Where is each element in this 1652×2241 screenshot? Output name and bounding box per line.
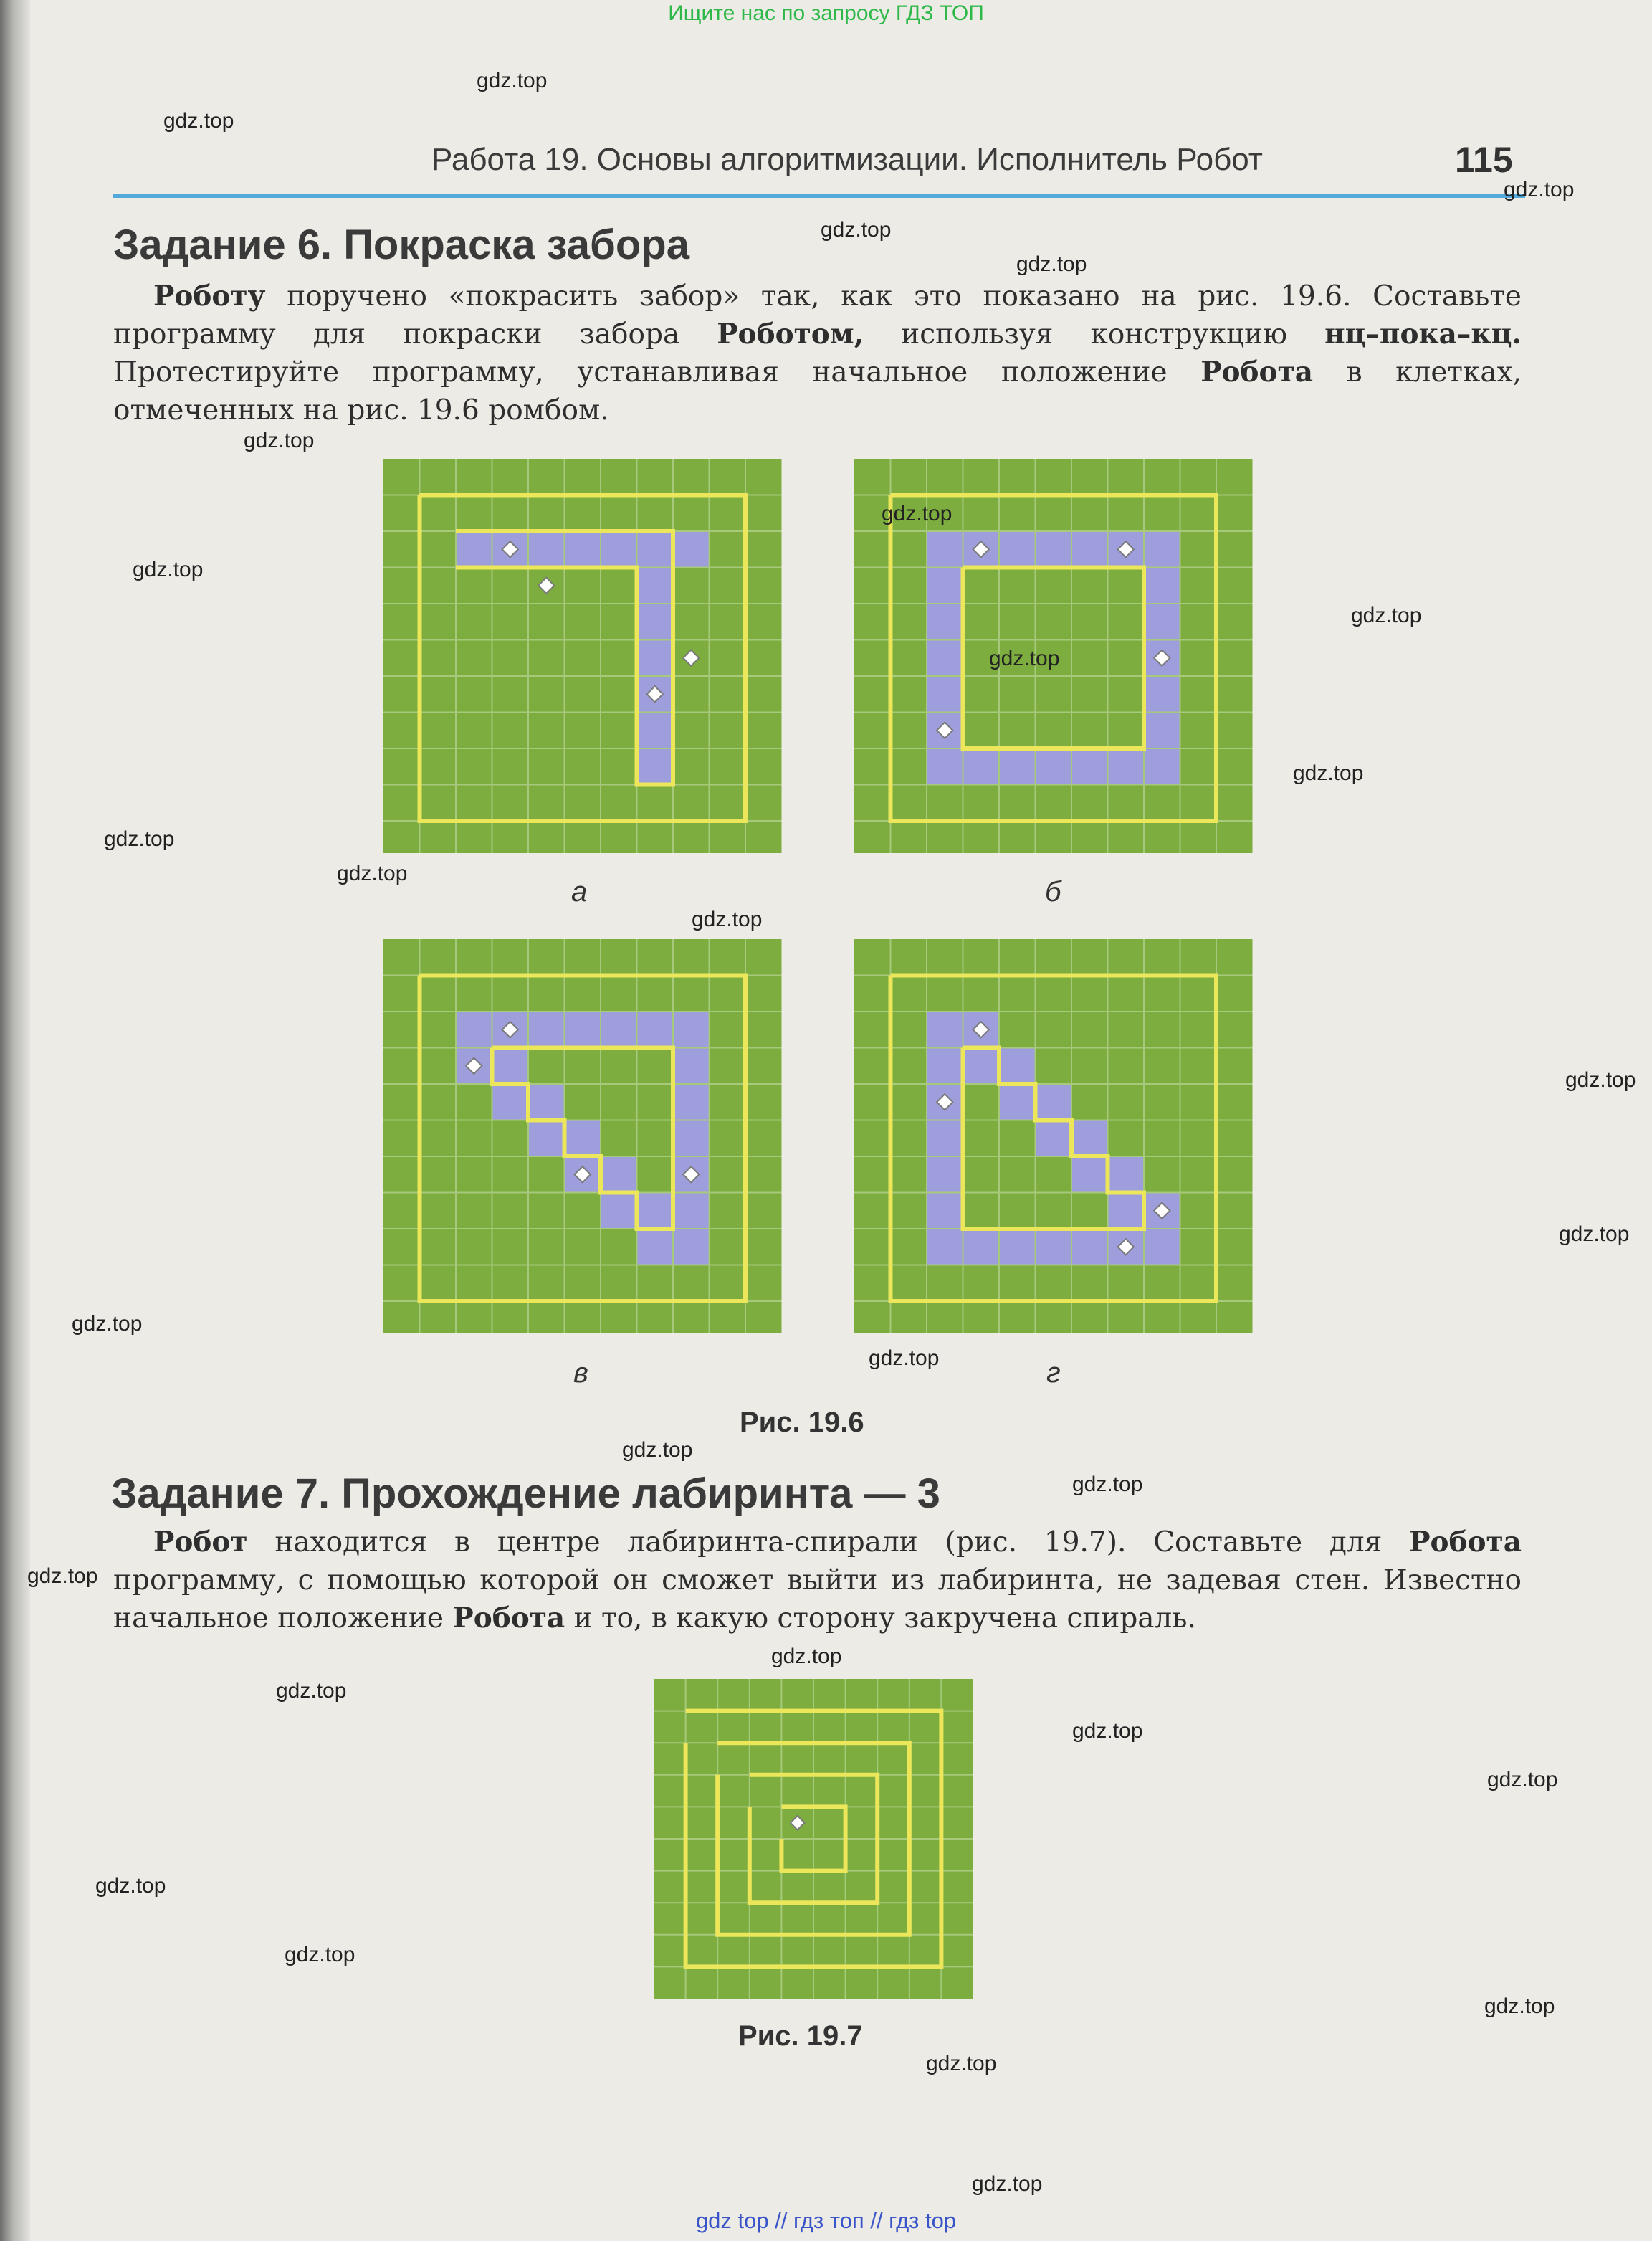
panel-label-d: г <box>1046 1357 1061 1389</box>
watermark: gdz.top <box>1565 1068 1636 1092</box>
figure-19-7-spiral-maze <box>654 1679 973 1999</box>
painted-cell <box>637 748 674 785</box>
watermark: gdz.top <box>133 558 204 581</box>
painted-cell <box>637 531 674 568</box>
watermark: gdz.top <box>1504 178 1575 201</box>
watermark: gdz.top <box>926 2052 997 2075</box>
header-rule <box>113 194 1525 198</box>
painted-cell <box>673 531 710 568</box>
painted-cell <box>601 531 637 568</box>
painted-cell <box>1144 568 1180 604</box>
painted-cell <box>1144 1229 1180 1265</box>
painted-cell <box>1036 531 1072 568</box>
watermark: gdz.top <box>1487 1768 1558 1792</box>
task7-title: Задание 7. Прохождение лабиринта — 3 <box>111 1470 940 1517</box>
painted-cell <box>927 1048 963 1085</box>
painted-cell <box>565 531 601 568</box>
figure-19-6-panel-d <box>854 939 1253 1333</box>
painted-cell <box>1144 531 1180 568</box>
painted-cell <box>927 640 963 677</box>
painted-cell <box>673 1229 710 1265</box>
watermark: gdz.top <box>163 109 234 133</box>
watermark: gdz.top <box>692 908 763 931</box>
task7-text <box>113 1523 1522 1637</box>
task7-bold-robot3: Робота <box>452 1602 565 1635</box>
task6-text <box>113 277 1522 429</box>
painted-cell <box>565 1012 601 1048</box>
task6-text-part: используя конструкцию <box>864 318 1325 351</box>
watermark: gdz.top <box>821 218 892 242</box>
watermark: gdz.top <box>27 1564 98 1588</box>
painted-cell <box>637 713 674 749</box>
painted-cell <box>601 1156 637 1193</box>
watermark: gdz.top <box>72 1312 143 1336</box>
painted-cell <box>565 1120 601 1157</box>
painted-cell <box>1036 1120 1072 1157</box>
figure-19-6-panel-c <box>383 939 782 1333</box>
panel-label-c: в <box>573 1357 588 1389</box>
task7-text-part: программу, с помощью которой он сможет выйти из лабиринта, не задевая стен. Известно начальное положение <box>113 1564 1522 1635</box>
painted-cell <box>927 604 963 640</box>
painted-cell <box>927 676 963 713</box>
painted-cell <box>492 1048 529 1085</box>
watermark: gdz.top <box>337 862 408 885</box>
painted-cell <box>927 1120 963 1157</box>
painted-cell <box>1036 748 1072 785</box>
painted-cell <box>528 1084 565 1120</box>
top-banner[interactable]: Ищите нас по запросу ГДЗ ТОП <box>668 1 984 25</box>
watermark: gdz.top <box>1072 1719 1143 1743</box>
watermark: gdz.top <box>95 1874 166 1898</box>
painted-cell <box>673 1084 710 1120</box>
watermark: gdz.top <box>972 2172 1043 2196</box>
watermark: gdz.top <box>1293 761 1364 785</box>
painted-cell <box>927 1229 963 1265</box>
painted-cell <box>999 1084 1036 1120</box>
painted-cell <box>963 1229 1000 1265</box>
painted-cell <box>1071 1229 1108 1265</box>
painted-cell <box>673 1120 710 1157</box>
painted-cell <box>963 748 1000 785</box>
task6-bold-robot3: Робота <box>1200 356 1314 389</box>
task6-bold-robot: Роботу <box>153 280 266 313</box>
painted-cell <box>456 1012 492 1048</box>
painted-cell <box>927 1193 963 1229</box>
painted-cell <box>1144 604 1180 640</box>
watermark: gdz.top <box>276 1679 347 1703</box>
watermark: gdz.top <box>1072 1472 1143 1496</box>
painted-cell <box>673 1012 710 1048</box>
task6-text-part: поручено «покрасить забор» так, как это показано на рис. 19.6. Составьте программу для покраски забора <box>113 280 1522 351</box>
task6-bold-robot2: Роботом, <box>717 318 864 351</box>
painted-cell <box>637 1193 674 1229</box>
watermark: gdz.top <box>882 502 952 525</box>
watermark: gdz.top <box>989 647 1060 670</box>
watermark: gdz.top <box>104 827 175 851</box>
painted-cell <box>927 1012 963 1048</box>
painted-cell <box>637 1012 674 1048</box>
painted-cell <box>999 1229 1036 1265</box>
watermark: gdz.top <box>1016 252 1087 276</box>
watermark: gdz.top <box>622 1438 693 1462</box>
page-number: 115 <box>1455 140 1513 180</box>
watermark: gdz.top <box>1351 604 1422 627</box>
book-binding-shadow <box>0 0 30 2241</box>
painted-cell <box>492 1084 529 1120</box>
painted-cell <box>601 1193 637 1229</box>
task6-title: Задание 6. Покраска забора <box>113 222 689 268</box>
painted-cell <box>927 748 963 785</box>
painted-cell <box>999 1048 1036 1085</box>
task7-text-part: и то, в какую сторону закручена спираль. <box>565 1602 1196 1635</box>
painted-cell <box>1036 1084 1072 1120</box>
task6-bold-construct: нц–пока–кц. <box>1324 318 1522 351</box>
watermark: gdz.top <box>771 1645 842 1668</box>
painted-cell <box>963 1048 1000 1085</box>
painted-cell <box>927 568 963 604</box>
task7-text-part: находится в центре лабиринта-спирали (рис. 19.7). Составьте для <box>247 1526 1410 1559</box>
painted-cell <box>1144 676 1180 713</box>
painted-cell <box>999 531 1036 568</box>
painted-cell <box>637 568 674 604</box>
task6-text-part: Протестируйте программу, устанавливая начальное положение <box>113 356 1201 389</box>
task7-bold-robot: Робот <box>153 1526 248 1559</box>
painted-cell <box>528 531 565 568</box>
painted-cell <box>637 640 674 677</box>
figure-19-6-caption: Рис. 19.6 <box>740 1407 864 1438</box>
painted-cell <box>1071 748 1108 785</box>
painted-cell <box>1071 1156 1108 1193</box>
bottom-banner[interactable]: gdz top // гдз топ // гдз top <box>695 2208 957 2233</box>
running-header: Работа 19. Основы алгоритмизации. Исполнитель Робот <box>431 142 1263 177</box>
painted-cell <box>1071 531 1108 568</box>
painted-cell <box>601 1012 637 1048</box>
painted-cell <box>1108 748 1145 785</box>
field-background <box>383 459 782 853</box>
painted-cell <box>927 1156 963 1193</box>
painted-cell <box>1108 1156 1145 1193</box>
painted-cell <box>1108 1193 1145 1229</box>
panel-label-b: б <box>1045 876 1061 908</box>
painted-cell <box>927 531 963 568</box>
painted-cell <box>456 531 492 568</box>
painted-cell <box>637 1229 674 1265</box>
watermark: gdz.top <box>477 69 548 92</box>
painted-cell <box>1071 1120 1108 1157</box>
painted-cell <box>1036 1229 1072 1265</box>
figure-19-6-panel-a <box>383 459 782 853</box>
painted-cell <box>1144 713 1180 749</box>
watermark: gdz.top <box>1484 1994 1555 2018</box>
painted-cell <box>673 1048 710 1085</box>
painted-cell <box>528 1120 565 1157</box>
painted-cell <box>637 604 674 640</box>
painted-cell <box>673 1193 710 1229</box>
painted-cell <box>528 1012 565 1048</box>
watermark: gdz.top <box>244 429 315 452</box>
task6-text-part: в клетках, отмеченных на рис. 19.6 ромбом. <box>113 356 1522 427</box>
watermark: gdz.top <box>285 1943 355 1966</box>
task7-bold-robot2: Робота <box>1409 1526 1522 1559</box>
painted-cell <box>999 748 1036 785</box>
figure-19-7-caption: Рис. 19.7 <box>738 2020 863 2052</box>
panel-label-a: а <box>571 876 588 908</box>
watermark: gdz.top <box>869 1346 940 1370</box>
painted-cell <box>1144 748 1180 785</box>
watermark: gdz.top <box>1559 1222 1630 1246</box>
